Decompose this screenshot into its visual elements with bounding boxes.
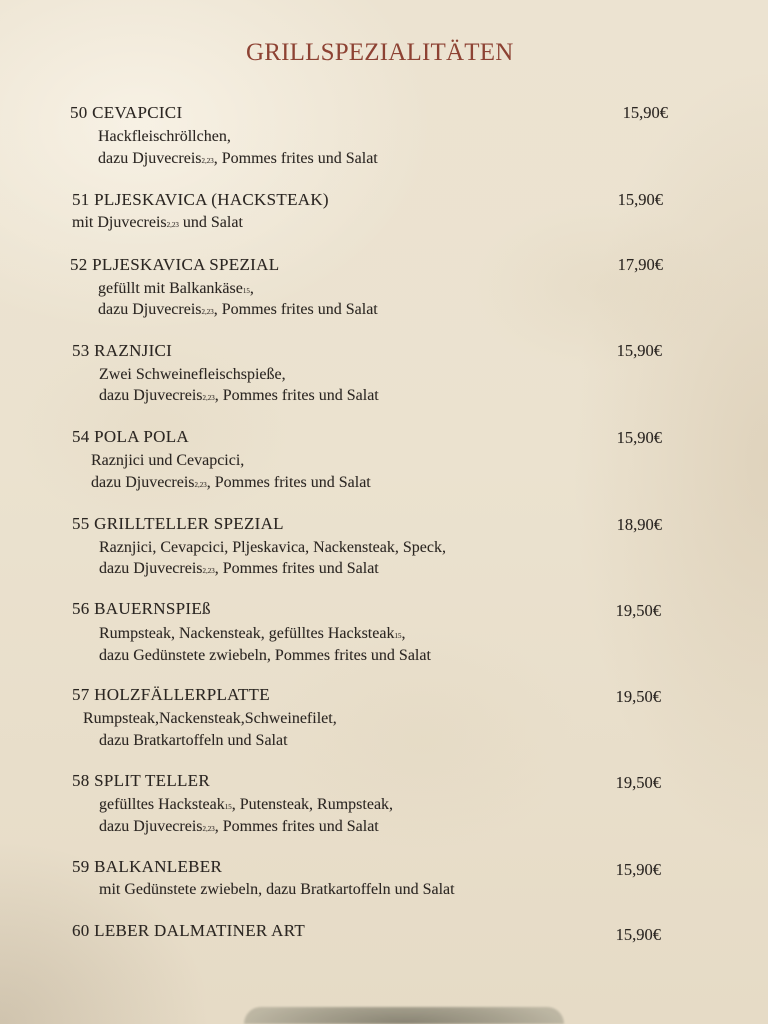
- item-description-line: [99, 796, 393, 816]
- description-text: , Pommes frites und Salat: [214, 560, 379, 577]
- item-price: 15,90€: [617, 190, 663, 209]
- item-name: PLJESKAVICA SPEZIAL: [92, 255, 280, 274]
- item-description-line: [99, 625, 405, 645]
- footnote-marker: 2,23: [202, 825, 215, 833]
- item-description-line: [99, 881, 455, 899]
- item-heading: [72, 428, 189, 446]
- footnote-marker: 15: [224, 803, 232, 811]
- item-description-line: [91, 452, 244, 470]
- item-price: 19,50€: [615, 773, 661, 792]
- footnote-marker: 15: [242, 287, 250, 295]
- item-number: 55: [72, 514, 90, 533]
- footnote-marker: 2,23: [166, 221, 179, 229]
- item-description-line: [98, 150, 378, 170]
- item-number: 57: [72, 685, 90, 704]
- item-heading: [72, 600, 211, 618]
- description-text: Raznjici, Cevapcici, Pljeskavica, Nackensteak, Speck,: [99, 539, 446, 556]
- item-price: 15,90€: [615, 925, 661, 944]
- item-heading: [72, 191, 329, 209]
- item-name: HOLZFÄLLERPLATTE: [94, 685, 270, 704]
- item-description-line: [99, 647, 431, 665]
- item-description-line: [99, 387, 379, 407]
- item-description-line: [83, 710, 337, 728]
- footnote-marker: 2,23: [202, 394, 215, 402]
- item-heading: [72, 515, 284, 533]
- item-heading: [72, 686, 270, 704]
- item-number: 56: [72, 599, 90, 618]
- item-heading: [72, 772, 210, 790]
- footnote-marker: 15: [394, 632, 402, 640]
- item-number: 52: [70, 255, 88, 274]
- description-text: , Pommes frites und Salat: [214, 818, 379, 835]
- description-text: , Pommes frites und Salat: [206, 474, 371, 491]
- description-text: dazu Gedünstete zwiebeln, Pommes frites und Salat: [99, 647, 431, 664]
- item-description-line: [91, 474, 371, 494]
- description-text: gefüllt mit Balkankäse: [98, 280, 243, 297]
- description-text: Hackfleischröllchen,: [98, 128, 231, 145]
- item-price: 19,50€: [615, 601, 661, 620]
- footnote-marker: 2,23: [201, 157, 214, 165]
- footnote-marker: 2,23: [202, 567, 215, 575]
- description-text: , Pommes frites und Salat: [213, 150, 378, 167]
- item-heading: [72, 858, 222, 876]
- footnote-marker: 2,23: [201, 308, 214, 316]
- item-name: GRILLTELLER SPEZIAL: [94, 514, 284, 533]
- description-text: ,: [401, 625, 406, 642]
- item-price: 18,90€: [616, 515, 662, 534]
- item-price: 15,90€: [616, 341, 662, 360]
- item-price: 15,90€: [622, 103, 668, 122]
- description-text: ,: [249, 280, 254, 297]
- item-description-line: [98, 128, 231, 146]
- item-name: SPLIT TELLER: [94, 771, 211, 790]
- item-price: 17,90€: [617, 255, 663, 274]
- item-name: POLA POLA: [94, 427, 189, 446]
- description-text: und Salat: [178, 214, 243, 231]
- item-name: PLJESKAVICA (HACKSTEAK): [94, 190, 329, 209]
- description-text: , Pommes frites und Salat: [213, 301, 378, 318]
- item-description-line: [99, 366, 286, 384]
- item-description-line: [72, 214, 243, 234]
- description-text: Zwei Schweinefleischspieße,: [99, 366, 286, 383]
- item-name: LEBER DALMATINER ART: [94, 921, 306, 940]
- description-text: gefülltes Hacksteak: [99, 796, 225, 813]
- item-description-line: [99, 560, 379, 580]
- item-heading: [72, 922, 305, 940]
- description-text: , Putensteak, Rumpsteak,: [231, 796, 394, 813]
- item-number: 50: [70, 103, 88, 122]
- description-text: , Pommes frites und Salat: [214, 387, 379, 404]
- item-name: RAZNJICI: [94, 341, 173, 360]
- description-text: dazu Djuvecreis: [98, 301, 202, 318]
- item-name: BAUERNSPIEß: [94, 599, 211, 618]
- item-price: 15,90€: [616, 428, 662, 447]
- item-number: 51: [72, 190, 90, 209]
- item-name: BALKANLEBER: [94, 857, 223, 876]
- item-number: 60: [72, 921, 90, 940]
- footnote-marker: 2,23: [194, 481, 207, 489]
- bottom-shadow: [244, 1007, 564, 1024]
- description-text: dazu Djuvecreis: [91, 474, 195, 491]
- item-description-line: [99, 732, 288, 750]
- description-text: dazu Djuvecreis: [99, 387, 203, 404]
- item-name: CEVAPCICI: [92, 103, 183, 122]
- item-heading: [70, 256, 279, 274]
- description-text: dazu Djuvecreis: [99, 818, 203, 835]
- item-number: 59: [72, 857, 90, 876]
- item-description-line: [99, 818, 379, 838]
- item-description-line: [99, 539, 446, 557]
- item-number: 58: [72, 771, 90, 790]
- item-heading: [70, 104, 182, 122]
- description-text: dazu Bratkartoffeln und Salat: [99, 732, 288, 749]
- description-text: Rumpsteak, Nackensteak, gefülltes Hacksteak: [99, 625, 395, 642]
- description-text: mit Djuvecreis: [72, 214, 167, 231]
- description-text: dazu Djuvecreis: [98, 150, 202, 167]
- item-price: 15,90€: [615, 860, 661, 879]
- description-text: Raznjici und Cevapcici,: [91, 452, 245, 469]
- description-text: Rumpsteak,Nackensteak,Schweinefilet,: [83, 710, 337, 727]
- item-number: 54: [72, 427, 90, 446]
- description-text: mit Gedünstete zwiebeln, dazu Bratkartoffeln und Salat: [99, 881, 455, 898]
- item-description-line: [98, 280, 254, 300]
- menu-section-title: GRILLSPEZIALITÄTEN: [246, 39, 514, 66]
- description-text: dazu Djuvecreis: [99, 560, 203, 577]
- item-description-line: [98, 301, 378, 321]
- item-price: 19,50€: [615, 687, 661, 706]
- item-heading: [72, 342, 172, 360]
- item-number: 53: [72, 341, 90, 360]
